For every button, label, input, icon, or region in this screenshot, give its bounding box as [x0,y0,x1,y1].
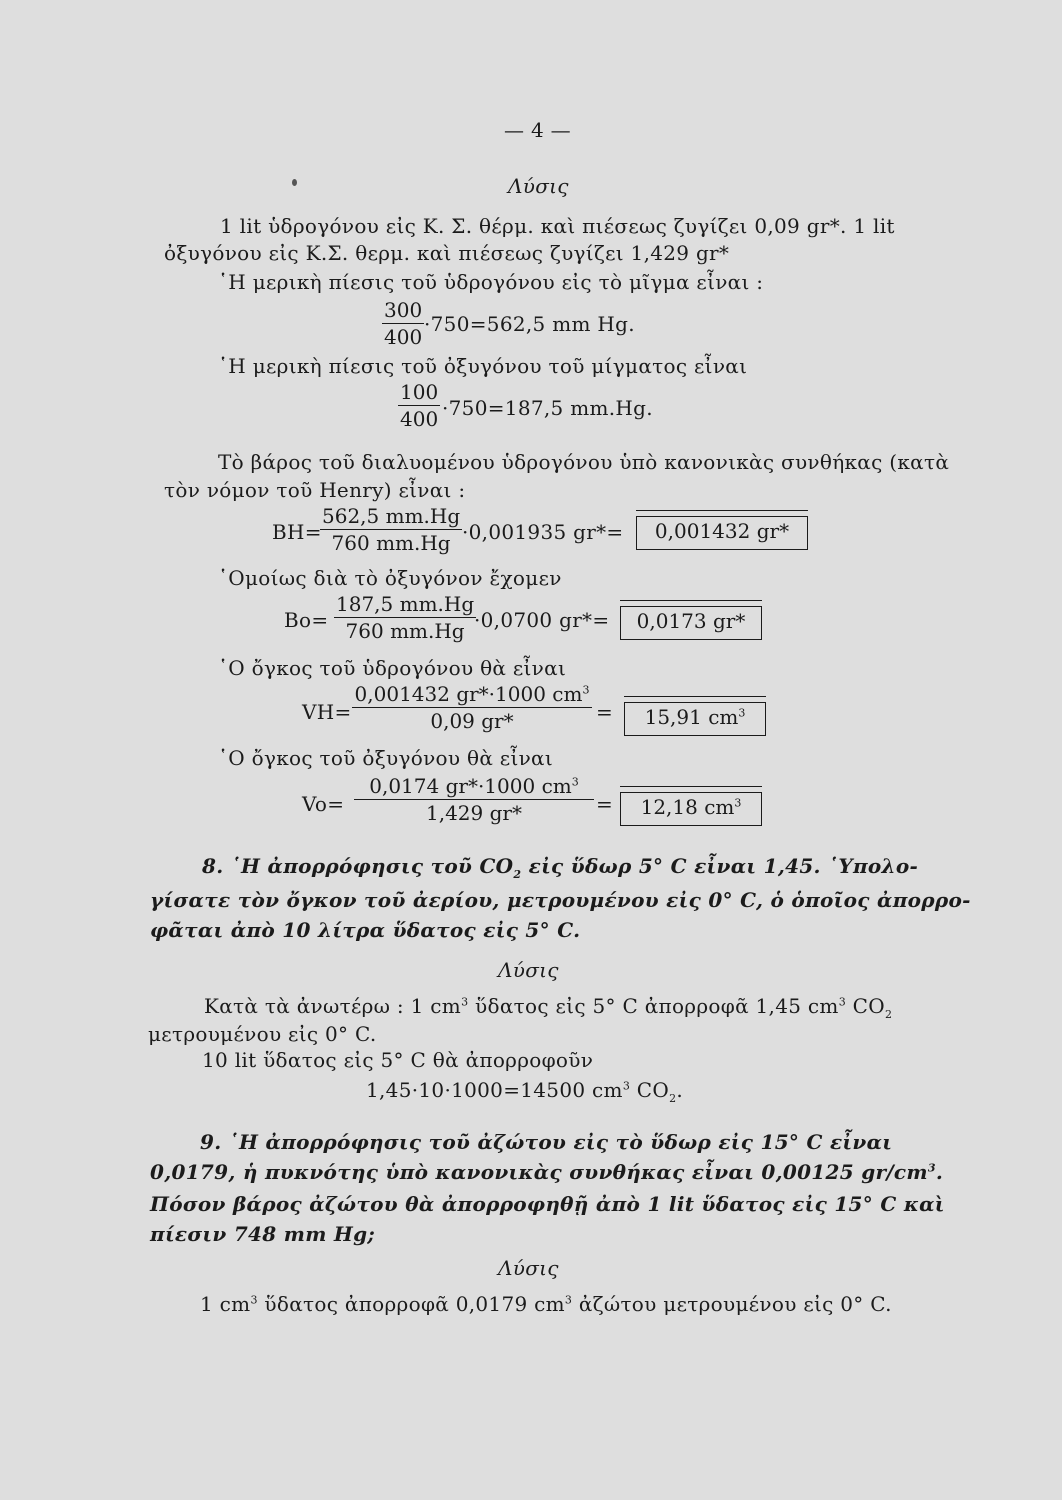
bo-lhs: Bo= [284,608,329,632]
vo-numerator-exponent: 3 [571,775,579,789]
text-line: ὀξυγόνου εἰς Κ.Σ. θερμ. καὶ πιέσεως ζυγίζει 1,429 gr* [164,241,730,265]
equation-rest: ·750=187,5 mm.Hg. [442,396,653,420]
vh-equals: = [596,700,614,724]
vo-numerator: 0,0174 gr*·1000 cm [369,774,572,798]
text-line: ῾Ο ὄγκος τοῦ ὀξυγόνου θὰ εἶναι [218,746,554,770]
vo-lhs: Vo= [302,792,345,816]
solution-heading-2: Λύσις [498,958,559,982]
problem-8-line-2: γίσατε τὸν ὄγκον τοῦ ἀερίου, μετρουμένου εἰς 0° C, ὁ ὁποῖος ἀπορρο- [150,888,971,912]
vo-equals: = [596,792,614,816]
vo-result-exponent: 3 [734,796,742,810]
text-line: ῾Η μερικὴ πίεσις τοῦ ὀξυγόνου τοῦ μίγματος εἶναι [218,354,748,378]
fraction-100-400: $\frac{100}{400}$ [400,380,439,431]
vh-result-box [624,702,766,736]
vh-numerator: 0,001432 gr*·1000 cm [354,682,583,706]
vh-result-exponent: 3 [738,706,746,720]
equation-rest: ·750=562,5 mm Hg. [424,312,635,336]
vh-lhs: VH= [302,700,352,724]
vo-result: 12,18 cm [640,795,735,819]
text-line: τὸν νόμον τοῦ Henry) εἶναι : [164,478,466,502]
text-line: ῾Η μερικὴ πίεσις τοῦ ὑδρογόνου εἰς τὸ μῖγμα εἶναι : [218,270,764,294]
vh-numerator-exponent: 3 [582,683,590,697]
problem-8-line-1: 8. ῾Η ἀπορρόφησις τοῦ $CO_2$ εἰς ὕδωρ 5° C εἶναι 1,45. ῾Υπολο- [202,854,919,881]
bh-rest: ·0,001935 gr*= [462,520,624,544]
text-line: ῾Ο ὄγκος τοῦ ὑδρογόνου θὰ εἶναι [218,656,567,680]
bo-rest: ·0,0700 gr*= [474,608,610,632]
vh-result: 15,91 cm [644,705,739,729]
solution-heading-3: Λύσις [498,1256,559,1280]
problem-8-line-3: φᾶται ἀπὸ 10 λίτρα ὕδατος εἰς 5° C. [150,918,581,942]
text-line: 1,45·10·1000=14500 $cm^3$ $CO_2$. [366,1078,684,1105]
solution-heading-1: Λύσις [508,174,569,198]
text-line: 10 lit ὕδατος εἰς 5° C θὰ ἀπορροφοῦν [202,1048,594,1072]
problem-9-line-3: Πόσον βάρος ἀζώτου θὰ ἀπορροφηθῇ ἀπὸ 1 lit ὕδατος εἰς 15° C καὶ [150,1192,945,1216]
vo-result-box [620,792,762,826]
text-line: 1 $cm^3$ ὕδατος ἀπορροφᾶ 0,0179 $cm^3$ ἀζώτου μετρουμένου εἰς 0° C. [200,1292,892,1316]
problem-9-line-4: πίεσιν 748 mm Hg; [150,1222,376,1246]
bo-result-box: 0,0173 gr* [620,606,762,640]
text-line: Κατὰ τὰ ἀνωτέρω : 1 $cm^3$ ὕδατος εἰς 5° C ἀπορροφᾶ 1,45 $cm^3$ $CO_2$ [204,994,893,1021]
problem-9-line-2: 0,0179, ἡ πυκνότης ὑπὸ κανονικὰς συνθήκας εἶναι 0,00125 $gr/cm^3$. [150,1160,944,1184]
ink-speck [292,179,297,186]
text-line: 1 lit ὑδρογόνου εἰς Κ. Σ. θέρμ. καὶ πιέσεως ζυγίζει 0,09 gr*. 1 lit [220,214,895,238]
page-number: — 4 — [504,118,571,142]
fraction-bo: $\frac{187,5 mm.Hg}{760 mm.Hg}$ [336,592,475,643]
fraction-vo: $\frac{0,0174 gr*\cdot 1000 cm^3}{1,429 gr*}$ [354,774,594,825]
fraction-vh: $\frac{0,001432 gr*\cdot 1000 cm^3}{0,09 gr*}$ [352,682,592,733]
text-line: ῾Ομοίως διὰ τὸ ὀξυγόνον ἔχομεν [218,566,562,590]
text-line: Τὸ βάρος τοῦ διαλυομένου ὑδρογόνου ὑπὸ κανονικὰς συνθήκας (κατὰ [218,450,950,474]
bh-lhs: BH= [272,520,322,544]
problem-9-line-1: 9. ῾Η ἀπορρόφησις τοῦ ἀζώτου εἰς τὸ ὕδωρ εἰς 15° C εἶναι [200,1130,893,1154]
fraction-300-400: $\frac{300}{400}$ [384,298,423,349]
bh-result-box: 0,001432 gr* [636,516,808,550]
fraction-bh: $\frac{562,5 mm.Hg}{760 mm.Hg}$ [322,504,461,555]
text-line: μετρουμένου εἰς 0° C. [148,1022,377,1046]
